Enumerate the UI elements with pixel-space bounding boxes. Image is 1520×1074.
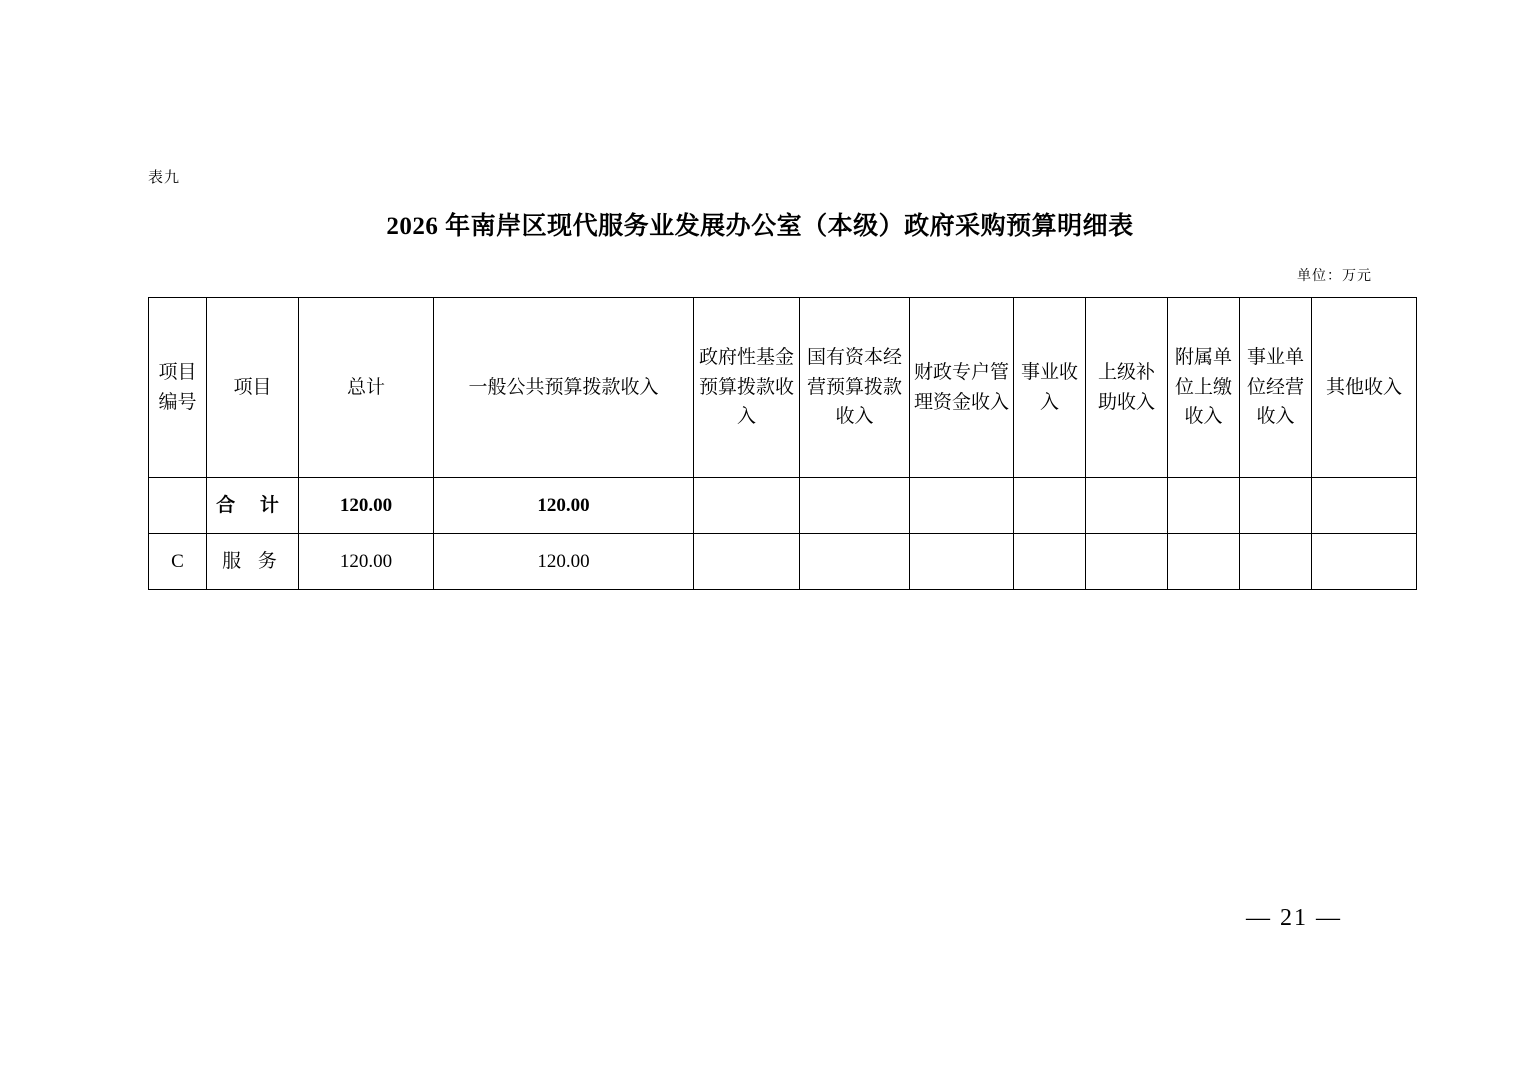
cell-item-code: C <box>149 534 207 590</box>
table-label: 表九 <box>148 168 181 186</box>
header-superior-subsidy: 上级补助收入 <box>1086 298 1168 478</box>
page-number: — 21 — <box>1246 905 1342 931</box>
header-general-public-budget: 一般公共预算拨款收入 <box>434 298 694 478</box>
header-other-income: 其他收入 <box>1312 298 1417 478</box>
cell-state-capital-budget <box>800 478 910 534</box>
table-row <box>149 478 1417 534</box>
header-state-capital-budget: 国有资本经营预算拨款收入 <box>800 298 910 478</box>
unit-note: 单位：万元 <box>1297 268 1372 284</box>
header-gov-fund-budget: 政府性基金预算拨款收入 <box>694 298 800 478</box>
cell-other-income <box>1312 478 1417 534</box>
header-item-name: 项目 <box>207 298 299 478</box>
cell-total: 120.00 <box>299 534 434 590</box>
cell-subordinate-payment <box>1168 478 1240 534</box>
cell-gov-fund-budget <box>694 478 800 534</box>
cell-subordinate-payment <box>1168 534 1240 590</box>
cell-state-capital-budget <box>800 534 910 590</box>
header-institution-operating: 事业单位经营收入 <box>1240 298 1312 478</box>
table-row <box>149 534 1417 590</box>
header-institution-income: 事业收入 <box>1014 298 1086 478</box>
cell-institution-operating <box>1240 478 1312 534</box>
cell-institution-income <box>1014 478 1086 534</box>
header-fiscal-account-funds: 财政专户管理资金收入 <box>910 298 1014 478</box>
cell-fiscal-account-funds <box>910 534 1014 590</box>
page-title: 2026 年南岸区现代服务业发展办公室（本级）政府采购预算明细表 <box>386 213 1134 240</box>
header-total: 总计 <box>299 298 434 478</box>
cell-other-income <box>1312 534 1417 590</box>
cell-general-public-budget: 120.00 <box>434 534 694 590</box>
budget-table <box>148 297 1417 590</box>
cell-gov-fund-budget <box>694 534 800 590</box>
cell-item-name: 服 务 <box>207 534 299 590</box>
cell-institution-income <box>1014 534 1086 590</box>
cell-item-name: 合 计 <box>207 478 299 534</box>
table-header-row <box>149 298 1417 478</box>
cell-institution-operating <box>1240 534 1312 590</box>
cell-superior-subsidy <box>1086 478 1168 534</box>
cell-fiscal-account-funds <box>910 478 1014 534</box>
cell-general-public-budget: 120.00 <box>434 478 694 534</box>
cell-total: 120.00 <box>299 478 434 534</box>
header-item-code: 项目编号 <box>149 298 207 478</box>
cell-item-code <box>149 478 207 534</box>
cell-superior-subsidy <box>1086 534 1168 590</box>
header-subordinate-payment: 附属单位上缴收入 <box>1168 298 1240 478</box>
